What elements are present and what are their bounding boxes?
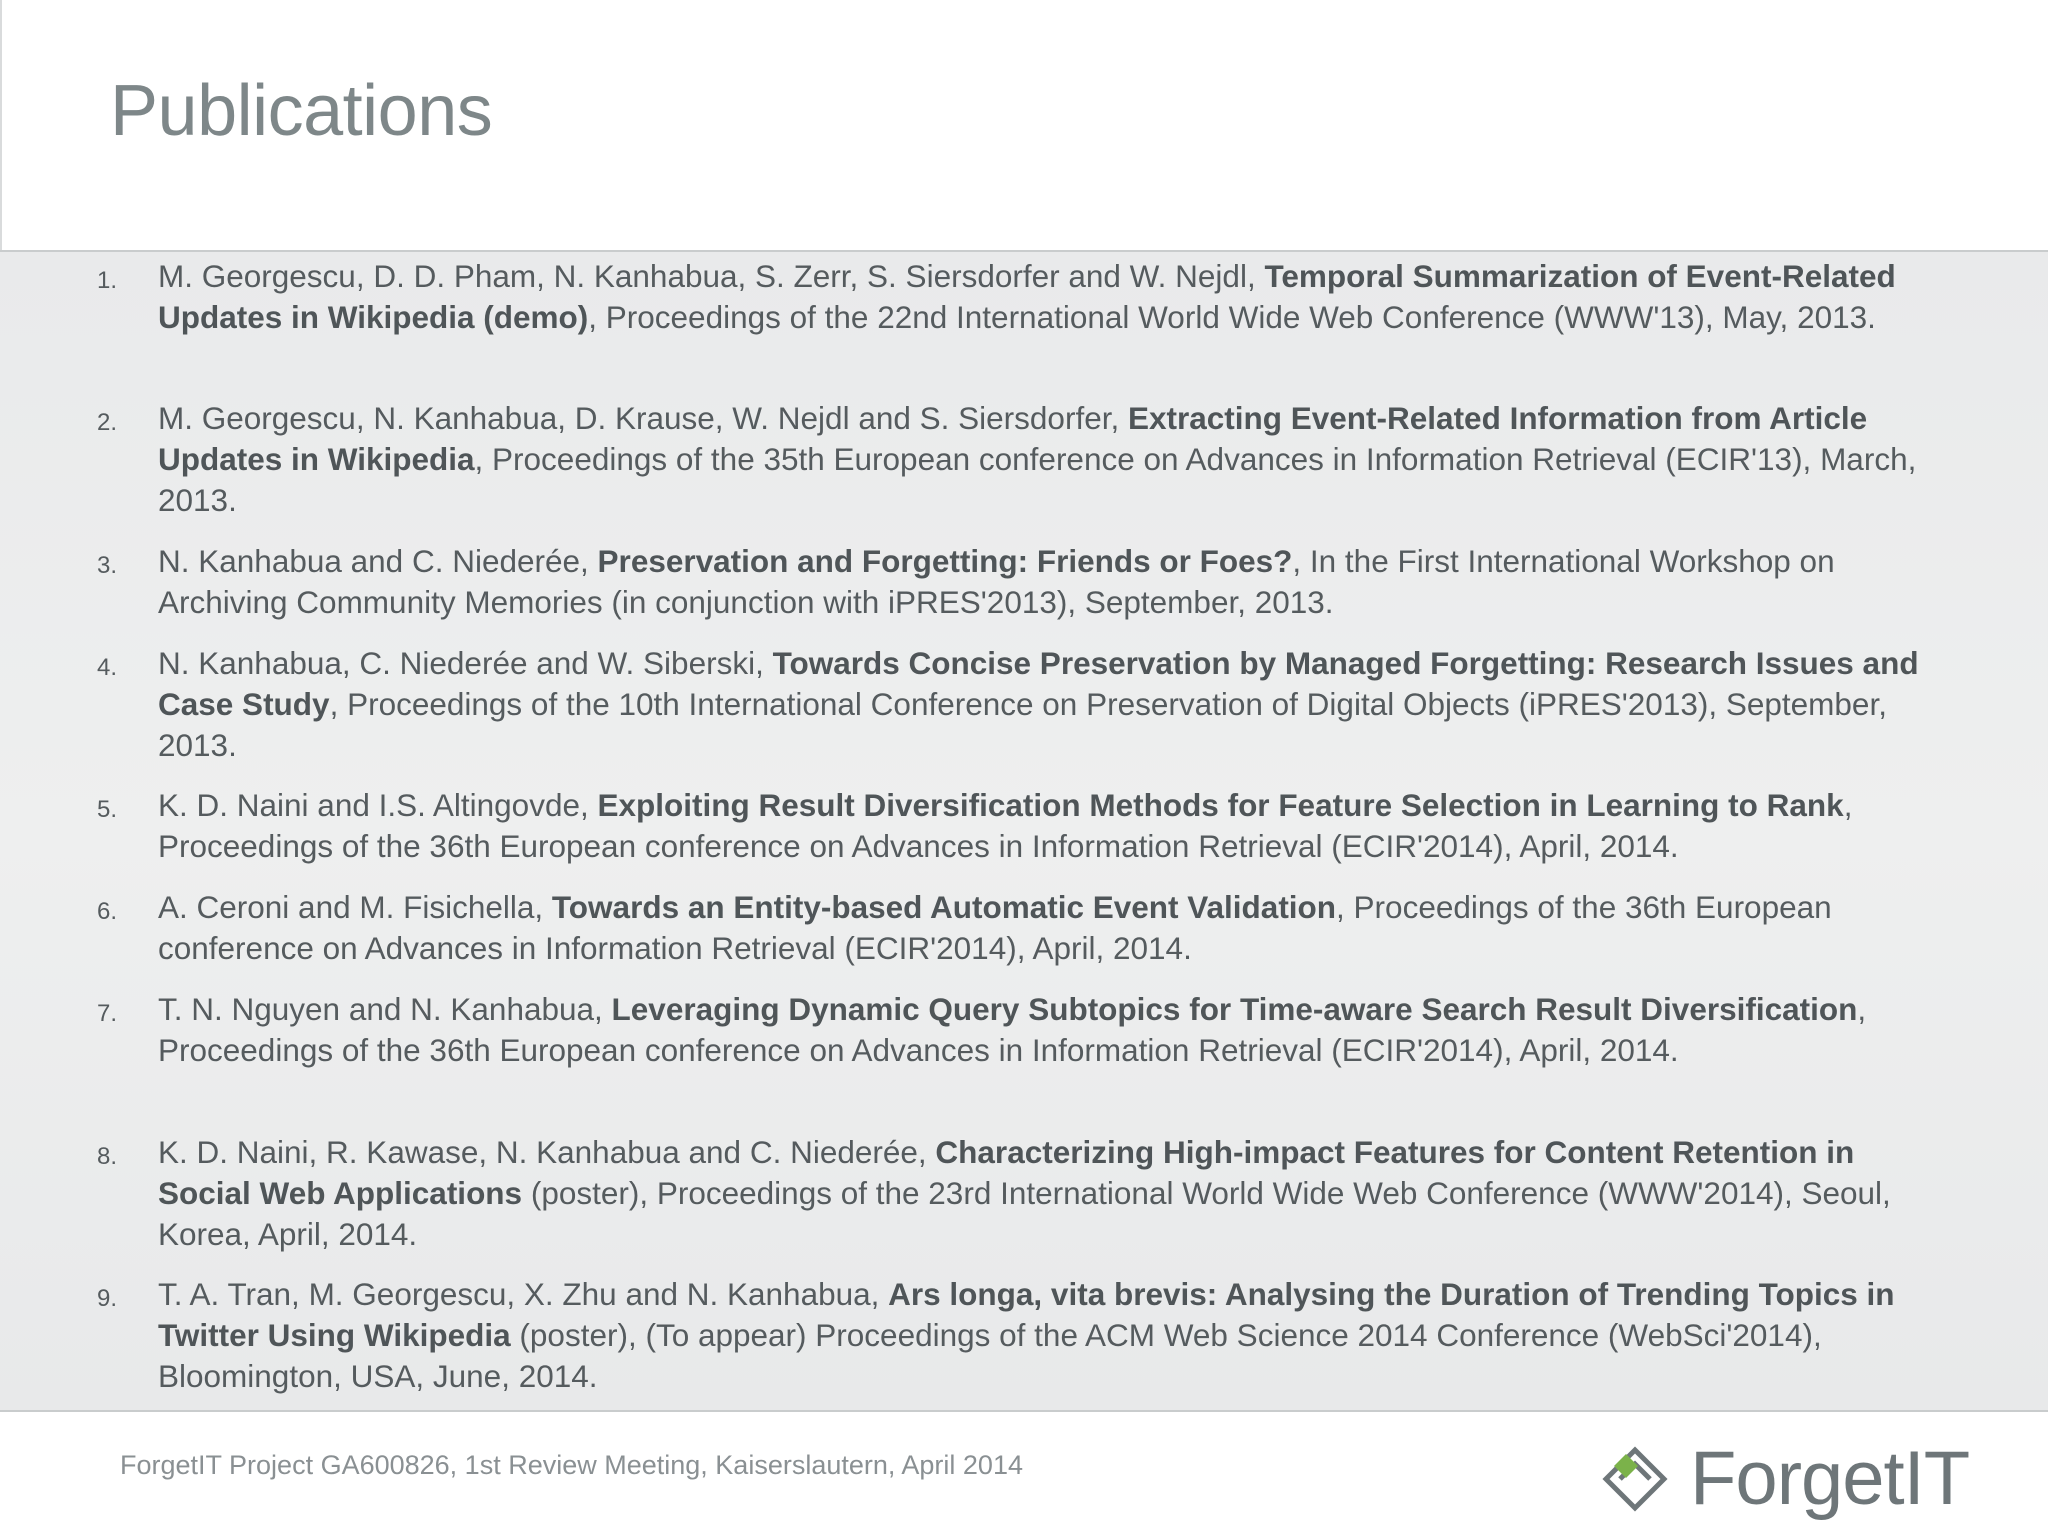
publication-title: Extracting Event-Related Information from Article Updates in Wikipedia	[158, 400, 1868, 477]
publication-venue: , Proceedings of the 22nd International World Wide Web Conference (WWW'13), May, 2013.	[588, 299, 1876, 335]
publication-citation	[158, 1132, 1938, 1255]
publication-authors: N. Kanhabua and C. Niederée,	[158, 543, 598, 579]
publication-title: Ars longa, vita brevis: Analysing the Duration of Trending Topics in Twitter Using Wikipedia	[158, 1276, 1895, 1353]
publication-number: 2.	[97, 409, 118, 436]
publication-number: 3.	[97, 552, 118, 579]
publication-number: 6.	[97, 898, 118, 925]
publication-title: Towards an Entity-based Automatic Event Validation	[551, 889, 1337, 925]
publication-venue: , Proceedings of the 36th European conference on Advances in Information Retrieval (ECIR'2014), April, 2014.	[158, 889, 1832, 966]
publication-venue: , In the First International Workshop on Archiving Community Memories (in conjunction with iPRES'2013), September, 2013.	[158, 543, 1835, 620]
publication-citation	[158, 785, 1938, 867]
publication-venue: (poster), Proceedings of the 23rd International World Wide Web Conference (WWW'2014), Seoul, Korea, April, 2014.	[158, 1175, 1891, 1252]
diamond-logo-icon	[1600, 1444, 1670, 1514]
publication-title: Characterizing High-impact Features for Content Retention in Social Web Applications	[158, 1134, 1855, 1211]
publication-number: 7.	[97, 1000, 118, 1027]
publication-title: Towards Concise Preservation by Managed Forgetting: Research Issues and Case Study	[158, 645, 1919, 722]
slide-header	[0, 0, 2048, 252]
publication-title: Exploiting Result Diversification Methods for Feature Selection in Learning to Rank	[597, 787, 1844, 823]
publication-citation	[158, 643, 1938, 766]
publication-number: 4.	[97, 654, 118, 681]
publication-citation	[158, 887, 1938, 969]
forgetit-logo	[1600, 1434, 1970, 1524]
footer-caption: ForgetIT Project GA600826, 1st Review Meeting, Kaiserslautern, April 2014	[120, 1450, 1023, 1480]
publication-venue: , Proceedings of the 36th European conference on Advances in Information Retrieval (ECIR'2014), April, 2014.	[158, 991, 1867, 1068]
publication-title: Preservation and Forgetting: Friends or Foes?	[597, 543, 1293, 579]
page-title: Publications	[110, 71, 493, 151]
publication-authors: K. D. Naini, R. Kawase, N. Kanhabua and C. Niederée,	[158, 1134, 936, 1170]
header-left-border	[0, 0, 2, 250]
publication-authors: T. N. Nguyen and N. Kanhabua,	[158, 991, 612, 1027]
publication-venue: , Proceedings of the 36th European conference on Advances in Information Retrieval (ECIR'2014), April, 2014.	[158, 787, 1853, 864]
publication-venue: , Proceedings of the 10th International Conference on Preservation of Digital Objects (iPRES'2013), September, 2013.	[158, 686, 1887, 763]
publication-authors: M. Georgescu, N. Kanhabua, D. Krause, W. Nejdl and S. Siersdorfer,	[158, 400, 1128, 436]
publication-citation	[158, 1274, 1938, 1397]
publications-panel	[0, 252, 2048, 1412]
publication-number: 5.	[97, 796, 118, 823]
publication-title: Leveraging Dynamic Query Subtopics for Time-aware Search Result Diversification	[611, 991, 1858, 1027]
publication-authors: T. A. Tran, M. Georgescu, X. Zhu and N. Kanhabua,	[158, 1276, 889, 1312]
publication-authors: M. Georgescu, D. D. Pham, N. Kanhabua, S. Zerr, S. Siersdorfer and W. Nejdl,	[158, 258, 1265, 294]
publication-authors: A. Ceroni and M. Fisichella,	[158, 889, 552, 925]
slide-footer	[0, 1412, 2048, 1536]
publication-venue: , Proceedings of the 35th European conference on Advances in Information Retrieval (ECIR'13), March, 2013.	[158, 441, 1917, 518]
logo-wordmark: ForgetIT	[1690, 1436, 1970, 1521]
publication-number: 9.	[97, 1285, 118, 1312]
publication-title: Temporal Summarization of Event-Related Updates in Wikipedia (demo)	[158, 258, 1896, 335]
publication-citation	[158, 256, 1938, 338]
publication-citation	[158, 989, 1938, 1071]
publication-citation	[158, 398, 1938, 521]
publication-number: 8.	[97, 1143, 118, 1170]
publication-authors: K. D. Naini and I.S. Altingovde,	[158, 787, 598, 823]
publication-authors: N. Kanhabua, C. Niederée and W. Siberski,	[158, 645, 773, 681]
publication-number: 1.	[97, 267, 118, 294]
publication-venue: (poster), (To appear) Proceedings of the ACM Web Science 2014 Conference (WebSci'2014), Bloomington, USA, June, 2014.	[158, 1317, 1822, 1394]
publication-citation	[158, 541, 1938, 623]
